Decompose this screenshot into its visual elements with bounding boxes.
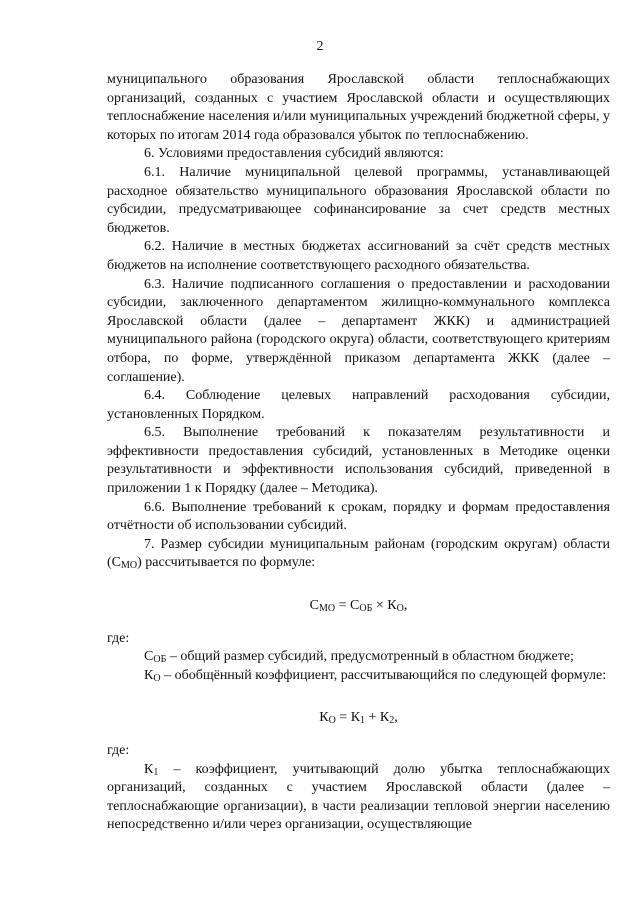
formula2-sub: 2 — [389, 715, 395, 727]
formula1-sub: ОБ — [359, 603, 373, 615]
where-label: где: — [107, 630, 130, 646]
formula2-symbol: К — [319, 710, 329, 726]
paragraph: 6.1. Наличие муниципальной целевой программы, устанавливающей расходное обязательство муниципального образования Ярославской области по субсидии, предусматривающее софинансирование за счет средств местных бюджетов. — [107, 164, 610, 236]
formula2-eq: = К — [335, 710, 361, 726]
formula-subsidy-size — [107, 597, 610, 616]
formula2-sub: О — [328, 715, 336, 727]
def-symbol: С — [144, 649, 154, 665]
paragraph: 6.6. Выполнение требований к срокам, порядку и формам предоставления отчётности об использовании субсидий. — [107, 499, 610, 534]
paragraph: 6.5. Выполнение требований к показателям результативности и эффективности предоставления субсидий, установленных в Методике оценки результативности и эффективности использования субсидий, приведенной в приложении 1 к Порядку (далее – Методика). — [107, 425, 610, 497]
formula1-end: , — [403, 598, 408, 614]
body-text — [107, 71, 610, 835]
where-label: где: — [107, 743, 130, 758]
paragraph: 6. Условиями предоставления субсидий являются: — [144, 146, 444, 162]
p7-subscript: МО — [121, 560, 138, 572]
formula1-eq: = С — [335, 598, 360, 614]
formula2-sub: 1 — [360, 715, 366, 727]
page-number: 2 — [316, 39, 324, 54]
def-text: – обобщённый коэффициент, рассчитывающийся по следующей формуле: — [160, 667, 607, 683]
p7-text-before: 7. Размер субсидии муниципальным районам (городским округам) области (С — [107, 536, 610, 571]
formula1-mul: × К — [372, 598, 397, 614]
def-symbol: К — [144, 667, 154, 683]
def-symbol: К — [144, 761, 154, 777]
paragraph: 6.3. Наличие подписанного соглашения о предоставлении и расходовании субсидии, заключенного департаментом жилищно-коммунального комплекса Ярославской области (далее – департамент ЖКК) и администрацией муниципального района (городского округа) области, соответствующего критериям отбора, по форме, утверждённой приказом департамента ЖКК (далее – соглашение). — [107, 276, 610, 385]
p7-text-after: ) рассчитывается по формуле: — [137, 555, 316, 571]
paragraph-7 — [107, 536, 610, 573]
def-text: – общий размер субсидий, предусмотренный в областном бюджете; — [166, 649, 574, 665]
formula2-plus: + К — [365, 710, 390, 726]
definition-ko — [107, 667, 610, 686]
paragraph: 6.4. Соблюдение целевых направлений расходования субсидии, установленных Порядком. — [107, 388, 610, 422]
formula1-symbol: С — [309, 598, 320, 614]
def-sub: 1 — [153, 766, 159, 778]
def-sub: О — [153, 672, 161, 684]
formula1-sub: МО — [319, 603, 336, 615]
formula2-end: , — [394, 710, 398, 726]
definition-k1 — [107, 761, 610, 835]
formula-coefficient — [107, 709, 610, 728]
def-sub: ОБ — [153, 654, 167, 666]
paragraph: 6.2. Наличие в местных бюджетах ассигнований за счёт средств местных бюджетов на исполнение соответствующего расходного обязательства. — [107, 239, 610, 273]
formula1-sub: О — [396, 603, 404, 615]
definition-cob — [107, 648, 610, 667]
def-text: – коэффициент, учитывающий долю убытка теплоснабжающих организаций, созданных с участием Ярославской области (далее – теплоснабжающие организации), в части реализации тепловой энергии населению непосредственно и/или через организации, осуществляющие — [107, 761, 610, 833]
paragraph: муниципального образования Ярославской области теплоснабжающих организаций, созданных с участием Ярославской области и осуществляющих теплоснабжение населения и/или муниципальных учреждений бюджетной сферы, у которых по итогам 2014 года образовался убыток по теплоснабжению. — [107, 72, 610, 143]
paragraph-group — [107, 71, 610, 536]
